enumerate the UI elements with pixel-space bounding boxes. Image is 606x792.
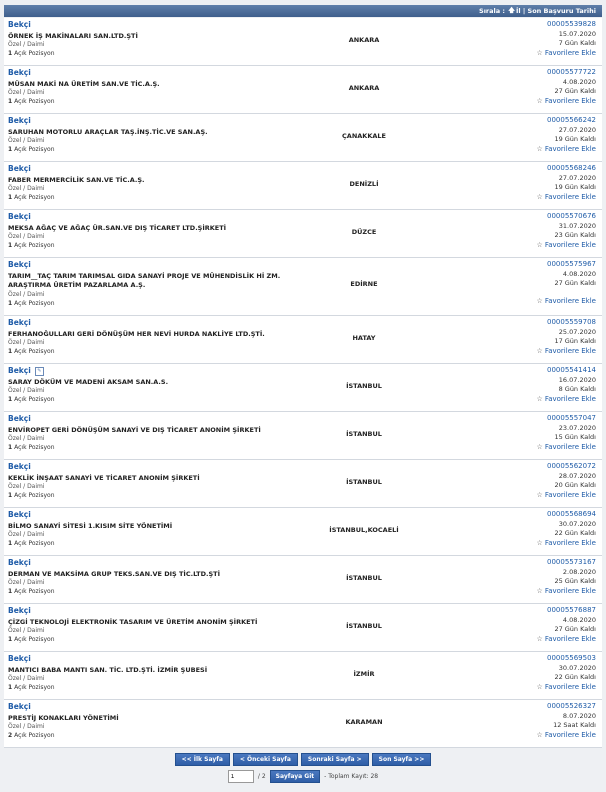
table-row[interactable] [4, 460, 602, 508]
add-favorite-label: Favorilere Ekle [544, 297, 596, 305]
deadline-date: 30.07.2020 [558, 664, 596, 672]
listing-code-link[interactable]: 00005576887 [547, 606, 596, 614]
time-left: 22 Gün Kaldı [554, 673, 596, 681]
table-row[interactable] [4, 316, 602, 364]
position-count: 1 [8, 98, 13, 105]
job-title-link[interactable]: Bekçi [8, 68, 31, 77]
job-title-link[interactable]: Bekçi [8, 654, 31, 663]
job-title-link[interactable]: Bekçi [8, 702, 31, 711]
star-icon: ☆ [536, 49, 543, 57]
page-total: / 2 [257, 773, 266, 780]
time-left: 27 Gün Kaldı [554, 87, 596, 95]
company-name: ENVİROPET GERİ DÖNÜŞÜM SANAYİ VE DIŞ TİCARET ANONİM ŞİRKETİ [8, 426, 261, 434]
table-row[interactable] [4, 114, 602, 162]
star-icon: ☆ [536, 443, 543, 451]
deadline-date: 30.07.2020 [558, 520, 596, 528]
company-name: SARUHAN MOTORLU ARAÇLAR TAŞ.İNŞ.TİC.VE SAN.AŞ. [8, 128, 208, 136]
sort-separator: | [522, 7, 526, 15]
add-favorite-label: Favorilere Ekle [544, 241, 596, 249]
add-favorite-button[interactable] [537, 683, 596, 691]
page-number-input[interactable] [228, 770, 254, 783]
open-positions [8, 348, 55, 355]
city: ANKARA [348, 36, 380, 44]
city: KARAMAN [345, 718, 383, 726]
add-favorite-label: Favorilere Ekle [544, 683, 596, 691]
deadline-date: 16.07.2020 [558, 376, 596, 384]
position-count: 1 [8, 540, 13, 547]
position-count: 2 [8, 732, 13, 739]
position-label: Açık Pozisyon [14, 146, 55, 153]
employment-type: Özel / Daimi [8, 723, 45, 730]
employment-type: Özel / Daimi [8, 579, 45, 586]
open-positions [8, 636, 55, 643]
listing-code-link[interactable]: 00005541414 [547, 366, 596, 374]
open-positions [8, 444, 55, 451]
position-label: Açık Pozisyon [14, 588, 55, 595]
open-positions [8, 396, 55, 403]
city: ÇANAKKALE [342, 132, 386, 140]
star-icon: ☆ [536, 395, 543, 403]
company-name: MEKSA AĞAÇ VE AĞAÇ ÜR.SAN.VE DIŞ TİCARET LTD.ŞİRKETİ [8, 224, 227, 232]
job-title-link[interactable]: Bekçi [8, 116, 31, 125]
table-row[interactable] [4, 258, 602, 316]
last-page-button[interactable]: Son Sayfa >> [372, 753, 432, 766]
employment-type: Özel / Daimi [8, 435, 45, 442]
add-favorite-button[interactable] [537, 145, 596, 153]
star-icon: ☆ [536, 635, 543, 643]
position-label: Açık Pozisyon [14, 492, 55, 499]
city: İSTANBUL [346, 430, 382, 438]
add-favorite-button[interactable] [537, 587, 596, 595]
deadline-date: 15.07.2020 [558, 30, 596, 38]
job-title-link[interactable]: Bekçi [8, 462, 31, 471]
position-label: Açık Pozisyon [14, 194, 55, 201]
add-favorite-button[interactable] [537, 347, 596, 355]
listing-code-link[interactable]: 00005526327 [547, 702, 596, 710]
add-favorite-button[interactable] [537, 491, 596, 499]
add-favorite-button[interactable] [537, 395, 596, 403]
time-left: 27 Gün Kaldı [554, 279, 596, 287]
open-positions [8, 588, 55, 595]
table-row[interactable] [4, 18, 602, 66]
add-favorite-label: Favorilere Ekle [544, 347, 596, 355]
position-count: 1 [8, 444, 13, 451]
sort-by-deadline[interactable]: Son Başvuru Tarihi [527, 7, 596, 15]
add-favorite-button[interactable] [537, 297, 596, 305]
add-favorite-label: Favorilere Ekle [544, 731, 596, 739]
list-header [4, 5, 602, 17]
table-row[interactable] [4, 162, 602, 210]
employment-type: Özel / Daimi [8, 233, 45, 240]
listing-code-link[interactable]: 00005570676 [547, 212, 596, 220]
table-row[interactable] [4, 652, 602, 700]
listing-code-link[interactable]: 00005569503 [547, 654, 596, 662]
company-name: MÜSAN MAKİ NA ÜRETİM SAN.VE TİC.A.Ş. [8, 80, 160, 88]
listing-code-link[interactable]: 00005562072 [547, 462, 596, 470]
add-favorite-button[interactable] [537, 731, 596, 739]
deadline-date: 23.07.2020 [558, 424, 596, 432]
table-row[interactable] [4, 412, 602, 460]
deadline-date: 4.08.2020 [562, 616, 596, 624]
table-row[interactable] [4, 508, 602, 556]
add-favorite-label: Favorilere Ekle [544, 97, 596, 105]
listing-code-link[interactable]: 00005577722 [547, 68, 596, 76]
table-row[interactable] [4, 604, 602, 652]
employment-type: Özel / Daimi [8, 531, 45, 538]
star-icon: ☆ [536, 193, 543, 201]
total-records: - Toplam Kayıt: 28 [324, 773, 379, 780]
open-positions [8, 732, 55, 739]
position-label: Açık Pozisyon [14, 348, 55, 355]
position-count: 1 [8, 492, 13, 499]
company-name: DERMAN VE MAKSİMA GRUP TEKS.SAN.VE DIŞ TİC.LTD.ŞTİ [8, 570, 220, 578]
city: İSTANBUL [346, 574, 382, 582]
employment-type: Özel / Daimi [8, 675, 45, 682]
company-name: KEKLİK İNŞAAT SANAYİ VE TİCARET ANONİM ŞİRKETİ [8, 474, 200, 482]
open-positions [8, 492, 55, 499]
job-title-link[interactable]: Bekçi [8, 260, 31, 269]
job-title-link[interactable]: Bekçi [8, 510, 31, 519]
add-favorite-label: Favorilere Ekle [544, 539, 596, 547]
deadline-date: 27.07.2020 [558, 174, 596, 182]
table-row[interactable] [4, 66, 602, 114]
time-left: 25 Gün Kaldı [554, 577, 596, 585]
open-positions [8, 242, 55, 249]
star-icon: ☆ [536, 683, 543, 691]
employment-type: Özel / Daimi [8, 89, 45, 96]
position-count: 1 [8, 636, 13, 643]
star-icon: ☆ [536, 297, 543, 305]
job-title-link[interactable]: Bekçi [8, 558, 31, 567]
deadline-date: 4.08.2020 [562, 78, 596, 86]
table-row[interactable] [4, 700, 602, 748]
position-label: Açık Pozisyon [14, 684, 55, 691]
star-icon: ☆ [536, 145, 543, 153]
company-name: ÇİZGİ TEKNOLOJİ ELEKTRONİK TASARIM VE ÜRETİM ANONİM ŞİRKETİ [8, 618, 258, 626]
position-label: Açık Pozisyon [14, 98, 55, 105]
time-left: 8 Gün Kaldı [558, 385, 596, 393]
city: DÜZCE [351, 228, 377, 236]
employment-type: Özel / Daimi [8, 185, 45, 192]
job-listings [4, 18, 602, 748]
listing-code-link[interactable]: 00005568694 [547, 510, 596, 518]
add-favorite-label: Favorilere Ekle [544, 587, 596, 595]
prev-page-button[interactable]: < Önceki Sayfa [233, 753, 298, 766]
employment-type: Özel / Daimi [8, 137, 45, 144]
city: ANKARA [348, 84, 380, 92]
employment-type: Özel / Daimi [8, 483, 45, 490]
time-left: 15 Gün Kaldı [554, 433, 596, 441]
star-icon: ☆ [536, 539, 543, 547]
position-count: 1 [8, 684, 13, 691]
document-icon[interactable]: ✎ [35, 367, 44, 376]
position-count: 1 [8, 348, 13, 355]
table-row[interactable] [4, 556, 602, 604]
city: İSTANBUL [346, 622, 382, 630]
city: DENİZLİ [349, 180, 379, 188]
pagination [0, 753, 606, 766]
sort-by-city[interactable]: İl [515, 7, 521, 15]
position-count: 1 [8, 194, 13, 201]
job-title-link[interactable]: Bekçi [8, 606, 31, 615]
page-jump [0, 770, 606, 783]
deadline-date: 8.07.2020 [562, 712, 596, 720]
add-favorite-button[interactable] [537, 635, 596, 643]
go-to-page-button[interactable]: Sayfaya Git [270, 770, 320, 783]
position-label: Açık Pozisyon [14, 636, 55, 643]
listing-code-link[interactable]: 00005568246 [547, 164, 596, 172]
listing-code-link[interactable]: 00005539828 [547, 20, 596, 28]
position-count: 1 [8, 300, 13, 307]
listing-code-link[interactable]: 00005566242 [547, 116, 596, 124]
next-page-button[interactable]: Sonraki Sayfa > [301, 753, 369, 766]
deadline-date: 2.08.2020 [562, 568, 596, 576]
open-positions [8, 194, 55, 201]
position-count: 1 [8, 242, 13, 249]
job-title-link[interactable]: Bekçi [8, 20, 31, 29]
add-favorite-button[interactable] [537, 443, 596, 451]
time-left: 17 Gün Kaldı [554, 337, 596, 345]
company-name: TARIM__TAÇ TARIM TARIMSAL GIDA SANAYİ PROJE VE MÜHENDİSLİK Hİ ZM. ARAŞTIRMA ÜRETİM PAZARLAMA A.Ş. [8, 272, 281, 289]
position-label: Açık Pozisyon [14, 732, 55, 739]
open-positions [8, 300, 55, 307]
position-count: 1 [8, 146, 13, 153]
table-row[interactable] [4, 210, 602, 258]
deadline-date: 27.07.2020 [558, 126, 596, 134]
listing-code-link[interactable]: 00005557047 [547, 414, 596, 422]
position-label: Açık Pozisyon [14, 540, 55, 547]
open-positions [8, 146, 55, 153]
sort-up-icon[interactable]: 🡅 [508, 5, 515, 14]
company-name: ÖRNEK İŞ MAKİNALARI SAN.LTD.ŞTİ [8, 32, 138, 40]
position-count: 1 [8, 588, 13, 595]
employment-type: Özel / Daimi [8, 387, 45, 394]
job-title-link[interactable]: Bekçi ✎ [8, 366, 44, 376]
employment-type: Özel / Daimi [8, 627, 45, 634]
city: HATAY [352, 334, 376, 342]
company-name: SARAY DÖKÜM VE MADENİ AKSAM SAN.A.S. [8, 378, 169, 386]
add-favorite-button[interactable] [537, 97, 596, 105]
time-left: 12 Saat Kaldı [553, 721, 596, 729]
add-favorite-button[interactable] [537, 49, 596, 57]
listing-code-link[interactable]: 00005559708 [547, 318, 596, 326]
deadline-date: 4.08.2020 [562, 270, 596, 278]
position-label: Açık Pozisyon [14, 50, 55, 57]
deadline-date: 31.07.2020 [558, 222, 596, 230]
time-left: 19 Gün Kaldı [554, 183, 596, 191]
job-title-link[interactable]: Bekçi [8, 318, 31, 327]
city: EDİRNE [350, 280, 378, 288]
listing-code-link[interactable]: 00005575967 [547, 260, 596, 268]
job-title-link[interactable]: Bekçi [8, 212, 31, 221]
open-positions [8, 98, 55, 105]
add-favorite-label: Favorilere Ekle [544, 635, 596, 643]
time-left: 22 Gün Kaldı [554, 529, 596, 537]
position-count: 1 [8, 396, 13, 403]
company-name: MANTICI BABA MANTI SAN. TİC. LTD.ŞTİ. İZMİR ŞUBESİ [8, 666, 208, 674]
first-page-button[interactable]: << İlk Sayfa [175, 753, 230, 766]
city: İSTANBUL [346, 382, 382, 390]
open-positions [8, 540, 55, 547]
company-name: PRESTİJ KONAKLARI YÖNETİMİ [8, 714, 119, 722]
star-icon: ☆ [536, 587, 543, 595]
city: İSTANBUL,KOCAELİ [329, 526, 399, 534]
add-favorite-label: Favorilere Ekle [544, 395, 596, 403]
add-favorite-label: Favorilere Ekle [544, 49, 596, 57]
job-title-link[interactable]: Bekçi [8, 164, 31, 173]
city: İSTANBUL [346, 478, 382, 486]
time-left: 7 Gün Kaldı [558, 39, 596, 47]
open-positions [8, 684, 55, 691]
employment-type: Özel / Daimi [8, 291, 45, 298]
table-row[interactable] [4, 364, 602, 412]
company-name: FERHANOĞULLARI GERİ DÖNÜŞÜM HER NEVİ HURDA NAKLİYE LTD.ŞTİ. [8, 330, 265, 338]
add-favorite-button[interactable] [537, 193, 596, 201]
position-count: 1 [8, 50, 13, 57]
position-label: Açık Pozisyon [14, 242, 55, 249]
time-left: 27 Gün Kaldı [554, 625, 596, 633]
company-name: FABER MERMERCİLİK SAN.VE TİC.A.Ş. [8, 176, 145, 184]
star-icon: ☆ [536, 97, 543, 105]
star-icon: ☆ [536, 731, 543, 739]
position-label: Açık Pozisyon [14, 396, 55, 403]
open-positions [8, 50, 55, 57]
company-name: BİLMO SANAYİ SİTESİ 1.KISIM SİTE YÖNETİMİ [8, 522, 173, 530]
listing-code-link[interactable]: 00005573167 [547, 558, 596, 566]
star-icon: ☆ [536, 347, 543, 355]
position-label: Açık Pozisyon [14, 444, 55, 451]
add-favorite-button[interactable] [537, 241, 596, 249]
position-label: Açık Pozisyon [14, 300, 55, 307]
time-left: 20 Gün Kaldı [554, 481, 596, 489]
time-left: 19 Gün Kaldı [554, 135, 596, 143]
star-icon: ☆ [536, 241, 543, 249]
add-favorite-label: Favorilere Ekle [544, 193, 596, 201]
add-favorite-label: Favorilere Ekle [544, 145, 596, 153]
sort-label: Sırala : [479, 7, 505, 15]
city: İZMİR [353, 670, 375, 678]
employment-type: Özel / Daimi [8, 41, 45, 48]
employment-type: Özel / Daimi [8, 339, 45, 346]
add-favorite-button[interactable] [537, 539, 596, 547]
add-favorite-label: Favorilere Ekle [544, 443, 596, 451]
star-icon: ☆ [536, 491, 543, 499]
deadline-date: 28.07.2020 [558, 472, 596, 480]
time-left: 23 Gün Kaldı [554, 231, 596, 239]
add-favorite-label: Favorilere Ekle [544, 491, 596, 499]
deadline-date: 25.07.2020 [558, 328, 596, 336]
job-title-link[interactable]: Bekçi [8, 414, 31, 423]
